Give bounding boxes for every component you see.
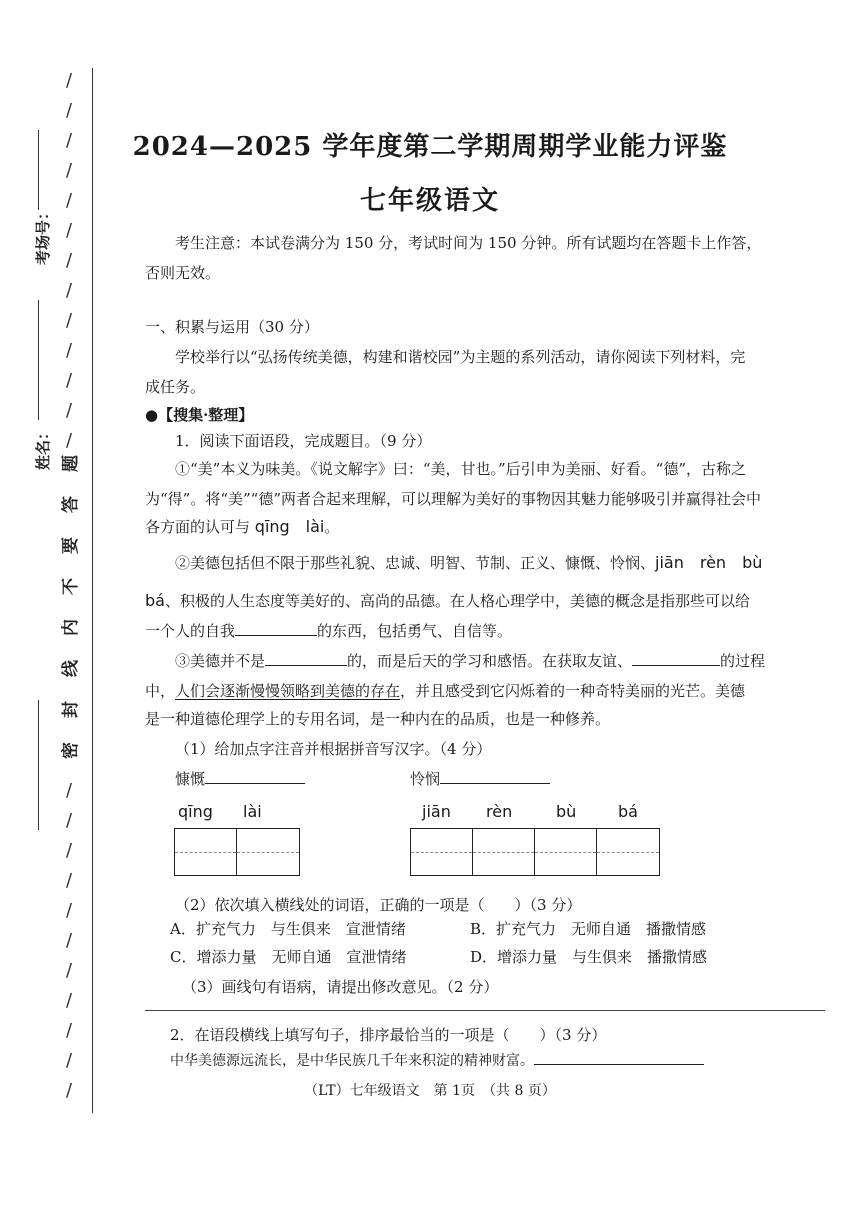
grid2-pinyin-1: jiān xyxy=(422,802,451,821)
para3-line-3: 是一种道德伦理学上的专用名词，是一种内在的品质，也是一种修养。 xyxy=(145,710,611,728)
seal-char: 不 xyxy=(61,578,81,595)
name-label: 姓名： xyxy=(34,424,52,470)
slash-mark: / xyxy=(66,1080,73,1101)
grid-cell[interactable] xyxy=(473,829,535,875)
grid-cell[interactable] xyxy=(411,829,473,875)
slash-mark: / xyxy=(66,310,73,331)
binding-line xyxy=(92,68,93,1113)
binding-margin xyxy=(0,0,110,1130)
slash-mark: / xyxy=(66,70,73,91)
para2-line-2 xyxy=(145,586,825,616)
grid2-pinyin-3: bù xyxy=(556,802,577,821)
exam-number-label: 考场号： xyxy=(34,204,52,265)
writing-grid-2[interactable] xyxy=(410,828,660,876)
notice-line-1: 考生注意：本试卷满分为 150 分，考试时间为 150 分钟。所有试题均在答题卡上作答， xyxy=(175,234,762,252)
grid2-pinyin-4: bá xyxy=(618,802,638,821)
section-heading: 一、积累与运用（30 分） xyxy=(145,318,319,336)
slash-mark: / xyxy=(66,370,73,391)
grid-cell[interactable] xyxy=(175,829,237,875)
seal-char: 题 xyxy=(61,455,81,472)
para3-line-1c: 的过程 xyxy=(720,652,766,670)
slash-mark: / xyxy=(66,870,73,891)
para2-line-2-text: 、积极的人生态度等美好的、高尚的品德。在人格心理学中，美德的概念是指那些可以给 xyxy=(164,592,750,610)
word-lianmin-text: 怜悯 xyxy=(410,770,441,788)
notice-line-2: 否则无效。 xyxy=(145,264,221,282)
grid2-pinyin-2: rèn xyxy=(486,802,513,821)
seal-char: 密 xyxy=(61,742,81,759)
word-kangkai-text: 慷慨 xyxy=(175,770,206,788)
para3-line-1b: 的，而是后天的学习和感悟。在获取友谊、 xyxy=(347,652,633,670)
seal-char: 线 xyxy=(61,660,81,677)
slash-mark: / xyxy=(66,220,73,241)
grid-cell[interactable] xyxy=(535,829,597,875)
slash-mark: / xyxy=(66,130,73,151)
options-row-2 xyxy=(170,946,707,967)
slash-mark: / xyxy=(66,1020,73,1041)
answer-blank-2[interactable] xyxy=(265,647,347,666)
para3-line-2b: ，并且感受到它闪烁着的一种奇特美丽的光芒。美德 xyxy=(400,682,746,700)
writing-grid-1[interactable] xyxy=(174,828,300,876)
slash-mark: / xyxy=(66,990,73,1011)
para2-line-3b: 的东西，包括勇气、自信等。 xyxy=(317,622,513,640)
para2-line-3a: 一个人的自我 xyxy=(145,622,236,640)
seal-char: 答 xyxy=(61,496,81,513)
exam-subtitle: 七年级语文 xyxy=(359,186,500,216)
option-d[interactable]: D．增添力量 与生俱来 播撒情感 xyxy=(470,948,708,966)
grid1-pinyin-1: qīng xyxy=(178,802,213,821)
slash-mark: / xyxy=(66,250,73,271)
seal-char: 要 xyxy=(61,537,81,554)
para2-line-3 xyxy=(145,616,825,646)
answer-blank-1[interactable] xyxy=(235,617,317,636)
seal-char: 封 xyxy=(61,701,81,718)
name-line xyxy=(38,300,39,420)
subquestion-2: （2）依次填入横线处的词语，正确的一项是（ ）（3 分） xyxy=(175,896,582,914)
para3-line-2 xyxy=(145,676,825,706)
option-a[interactable]: A．扩充气力 与生俱来 宣泄情绪 xyxy=(170,920,406,938)
class-line xyxy=(38,700,39,830)
para3-line-1 xyxy=(145,646,825,676)
grid-cell[interactable] xyxy=(237,829,299,875)
para1-line-3 xyxy=(145,512,825,542)
para2-line-1 xyxy=(145,548,825,578)
slash-mark: / xyxy=(66,900,73,921)
slash-mark: / xyxy=(66,810,73,831)
slash-mark: / xyxy=(66,430,73,451)
answer-blank-lianmin[interactable] xyxy=(440,765,550,784)
grid-cell[interactable] xyxy=(597,829,659,875)
slash-mark: / xyxy=(66,400,73,421)
para2-line-1-text: ②美德包括但不限于那些礼貌、忠诚、明智、节制、正义、慷慨、怜悯、 xyxy=(175,554,656,572)
answer-blank-3[interactable] xyxy=(632,647,720,666)
slash-mark: / xyxy=(66,340,73,361)
slash-mark: / xyxy=(66,960,73,981)
slash-mark: / xyxy=(66,780,73,801)
exam-title: 2024—2025 学年度第二学期周期学业能力评鉴 xyxy=(132,132,728,162)
question-2-text xyxy=(170,1046,820,1076)
subquestion-3: （3）画线句有语病，请提出修改意见。（2 分） xyxy=(182,978,499,996)
seal-char: 内 xyxy=(61,619,81,636)
options-row-1 xyxy=(170,918,706,939)
slash-mark: / xyxy=(66,160,73,181)
pinyin-qinglai: qīng lài xyxy=(254,517,325,536)
question-2: 2．在语段横线上填写句子，排序最恰当的一项是（ ）（3 分） xyxy=(170,1026,607,1044)
option-b[interactable]: B．扩充气力 无师自通 播撒情感 xyxy=(470,920,707,938)
divider xyxy=(145,1010,825,1011)
slash-mark: / xyxy=(66,190,73,211)
question-1: 1．阅读下面语段，完成题目。（9 分） xyxy=(175,432,432,450)
word-lianmin xyxy=(410,764,610,794)
slash-mark: / xyxy=(66,1050,73,1071)
page-footer: （LT）七年级语文 第 1页 （共 8 页） xyxy=(304,1083,556,1099)
slash-mark: / xyxy=(66,840,73,861)
pinyin-ba: bá xyxy=(145,591,165,610)
para3-line-2a: 中， xyxy=(145,682,176,700)
slash-mark: / xyxy=(66,280,73,301)
para1-line-1: ①“美”本义为味美。《说文解字》曰：“美，甘也。”后引申为美丽、好看。“德”，古称之 xyxy=(175,460,747,478)
answer-blank-q2[interactable] xyxy=(534,1046,704,1065)
subquestion-1: （1）给加点字注音并根据拼音写汉字。（4 分） xyxy=(175,740,492,758)
answer-blank-kangkai[interactable] xyxy=(205,765,305,784)
question-2-sentence: 中华美德源远流长，是中华民族几千年来积淀的精神财富。 xyxy=(170,1053,534,1069)
para1-line-2: 为“得”。将“美”“德”两者合起来理解，可以理解为美好的事物因其魅力能够吸引并赢得社会中 xyxy=(145,490,762,508)
pinyin-jianrenbu: jiān rèn bù xyxy=(655,553,763,572)
slash-mark: / xyxy=(66,100,73,121)
para3-line-1a: ③美德并不是 xyxy=(175,652,266,670)
section-intro-1: 学校举行以“弘扬传统美德，构建和谐校园”为主题的系列活动，请你阅读下列材料，完 xyxy=(175,348,746,366)
word-kangkai xyxy=(175,764,375,794)
option-c[interactable]: C．增添力量 无师自通 宣泄情绪 xyxy=(170,948,407,966)
section-intro-2: 成任务。 xyxy=(145,378,206,396)
underlined-sentence: 人们会逐渐慢慢领略到美德的存在 xyxy=(175,682,401,700)
slash-mark: / xyxy=(66,930,73,951)
task-heading: ●【搜集·整理】 xyxy=(145,406,254,424)
para1-line-3-text: 各方面的认可与 xyxy=(145,518,255,536)
para1-end: 。 xyxy=(324,518,340,536)
grid1-pinyin-2: lài xyxy=(243,802,262,821)
